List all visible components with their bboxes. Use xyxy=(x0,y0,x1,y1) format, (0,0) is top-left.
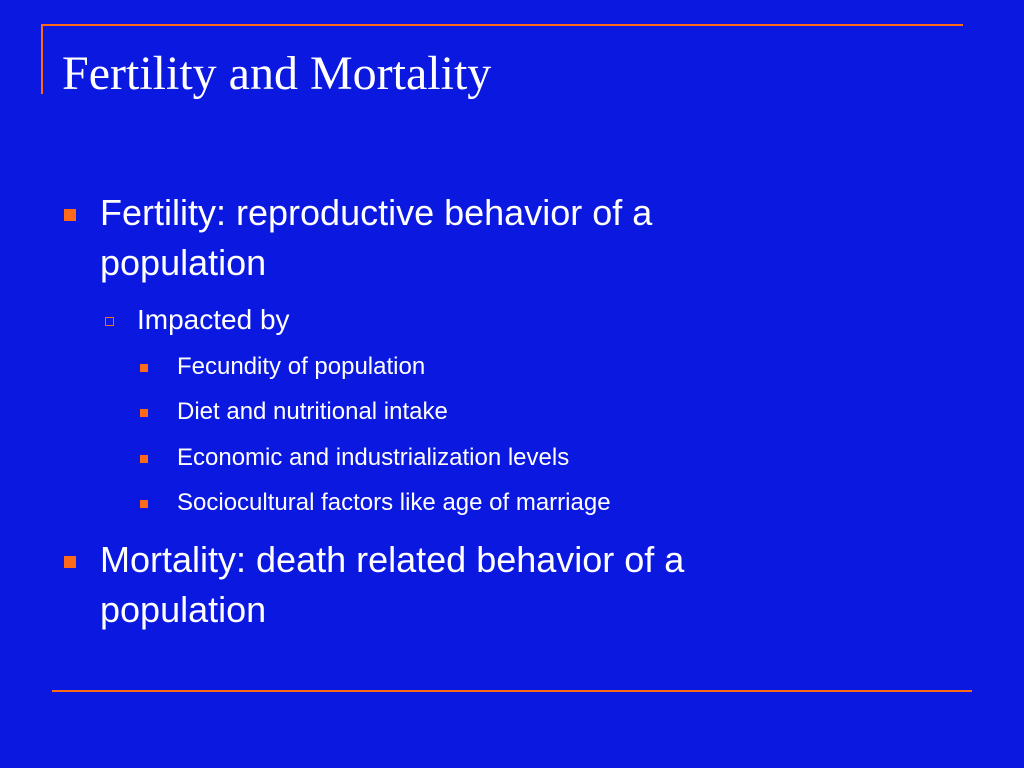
list-item-economic: Economic and industrialization levels xyxy=(177,444,570,471)
frame-top-line xyxy=(41,24,963,26)
list-item-diet: Diet and nutritional intake xyxy=(177,398,448,425)
bullet-fertility: Fertility: reproductive behavior of a population xyxy=(100,192,653,283)
list-item-fecundity: Fecundity of population xyxy=(177,353,426,380)
square-bullet-icon xyxy=(64,209,76,221)
list-item-sociocultural: Sociocultural factors like age of marriage xyxy=(177,489,611,516)
square-bullet-icon xyxy=(140,500,148,508)
square-bullet-icon xyxy=(140,409,148,417)
sub-bullet-impacted-by: Impacted by xyxy=(137,304,290,335)
bullet-mortality: Mortality: death related behavior of a population xyxy=(100,539,685,630)
frame-bottom-line xyxy=(52,690,972,692)
hollow-square-bullet-icon xyxy=(105,317,114,326)
square-bullet-icon xyxy=(140,364,148,372)
slide-title: Fertility and Mortality xyxy=(62,47,492,100)
square-bullet-icon xyxy=(64,556,76,568)
square-bullet-icon xyxy=(140,455,148,463)
frame-left-line xyxy=(41,24,43,94)
